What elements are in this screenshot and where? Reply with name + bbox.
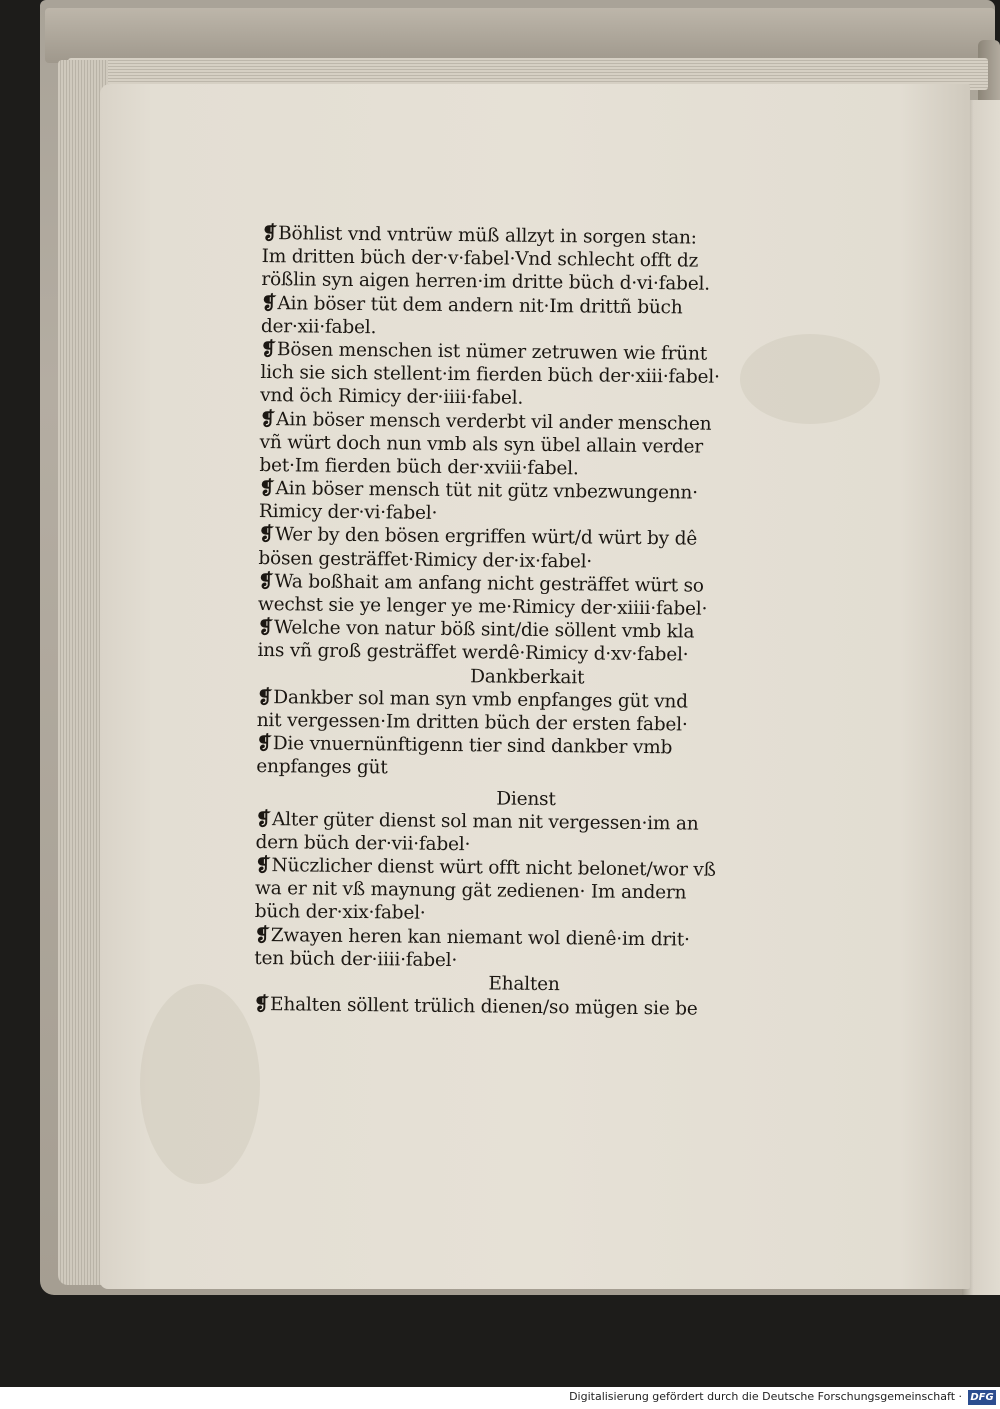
- pilcrow-icon: ❡: [258, 524, 275, 546]
- entry: [255, 854, 796, 929]
- line-text: Welche von natur böß sint/die söllent vmb kla: [273, 617, 695, 643]
- line-text: vnd öch Rimicy der·iiii·fabel.: [260, 385, 524, 410]
- section-heading-ehalten: Ehalten: [488, 973, 560, 996]
- line-text: Wer by den bösen ergriffen würt/d würt by dê: [274, 524, 698, 551]
- line-text: nit vergessen·Im dritten büch der ersten fabel·: [256, 709, 688, 736]
- pilcrow-icon: ❡: [256, 733, 272, 755]
- entry: [255, 808, 795, 860]
- entry: [256, 732, 796, 784]
- line-text: bet·Im fierden büch der·xviii·fabel.: [259, 454, 579, 480]
- line-text: ten büch der·iiii·fabel·: [254, 947, 458, 971]
- footer-bar: [0, 1387, 1000, 1409]
- pilcrow-icon: ❡: [254, 924, 270, 946]
- line-text: Alter güter dienst sol man nit vergessen·im an: [271, 808, 699, 835]
- entry: [259, 477, 799, 529]
- text-block: [254, 222, 802, 1022]
- line-text: Böhlist vnd vntrüw müß allzyt in sorgen stan:: [278, 223, 697, 249]
- entry: [260, 338, 801, 413]
- pilcrow-icon: ❡: [259, 408, 276, 430]
- footer-credit: Digitalisierung gefördert durch die Deutsche Forschungsgemeinschaft ·: [569, 1390, 962, 1403]
- pilcrow-icon: ❡: [255, 855, 271, 877]
- pilcrow-icon: ❡: [255, 808, 272, 830]
- line-text: wa er nit vß maynung gät zedienen· Im andern: [254, 878, 687, 904]
- section-heading-dienst: Dienst: [496, 787, 556, 810]
- line-text: Im dritten büch der·v·fabel·Vnd schlecht offt dz: [261, 246, 699, 272]
- line-text: Ain böser mensch verderbt vil ander menschen: [276, 408, 712, 435]
- entry: [261, 292, 801, 344]
- entry: [258, 570, 798, 622]
- line-text: wechst sie ye lenger ye me·Rimicy der·xiiii·fabel·: [257, 593, 708, 620]
- line-text: Zwayen heren kan niemant wol dienê·im drit·: [270, 924, 690, 951]
- section-heading-dankberkait: Dankberkait: [470, 665, 585, 688]
- entry: [261, 222, 802, 297]
- line-text: der·xii·fabel.: [260, 315, 377, 338]
- line-text: Die vnuernünftigenn tier sind dankber vmb: [272, 733, 673, 759]
- line-text: Nüczlicher dienst würt offt nicht belonet/wor vß: [271, 855, 716, 881]
- line-text: Ain böser mensch tüt nit gütz vnbezwungenn·: [275, 478, 698, 504]
- line-text: Ain böser tüt dem andern nit·Im drittñ büch: [277, 292, 683, 318]
- line-text: Wa boßhait am anfang nicht gesträffet würt so: [274, 570, 704, 597]
- entry: [258, 523, 798, 575]
- line-text: ins vñ groß gesträffet werdê·Rimicy d·xv·fabel·: [257, 640, 689, 666]
- entry: [257, 686, 797, 738]
- pilcrow-icon: ❡: [261, 292, 277, 314]
- line-text: dern büch der·vii·fabel·: [255, 831, 471, 856]
- entry: [257, 616, 797, 668]
- line-text: vñ würt doch nun vmb als syn übel allain verder: [259, 431, 704, 458]
- line-text: rößlin syn aigen herren·im dritte büch d·vi·fabel.: [261, 269, 711, 296]
- line-text: Dankber sol man syn vmb enpfanges güt vnd: [273, 686, 688, 713]
- pilcrow-icon: ❡: [258, 570, 274, 592]
- text-line: [256, 755, 796, 784]
- line-text: bösen gesträffet·Rimicy der·ix·fabel·: [258, 547, 593, 573]
- line-text: Bösen menschen ist nümer zetruwen wie frünt: [276, 339, 708, 365]
- line-text: Ehalten söllent trülich dienen/so mügen sie be: [270, 994, 698, 1020]
- book-cover-top: [45, 8, 995, 63]
- line-text: büch der·xix·fabel·: [254, 901, 426, 925]
- pilcrow-icon: ❡: [253, 994, 270, 1016]
- entries-group-3: [254, 808, 796, 976]
- pilcrow-icon: ❡: [256, 686, 273, 708]
- entry: [259, 407, 800, 482]
- pilcrow-icon: ❡: [257, 617, 274, 639]
- pilcrow-icon: ❡: [259, 478, 275, 500]
- dfg-logo: DFG: [968, 1390, 996, 1405]
- entries-group-1: [257, 222, 802, 668]
- entries-group-2: [256, 686, 797, 784]
- line-text: lich sie sich stellent·im fierden büch der·xiii·fabel·: [260, 362, 720, 388]
- page-stain: [140, 984, 260, 1184]
- line-text: Rimicy der·vi·fabel·: [258, 501, 438, 525]
- pilcrow-icon: ❡: [260, 338, 277, 361]
- pilcrow-icon: ❡: [261, 222, 278, 245]
- line-text: enpfanges güt: [256, 756, 388, 779]
- entry: [254, 924, 794, 976]
